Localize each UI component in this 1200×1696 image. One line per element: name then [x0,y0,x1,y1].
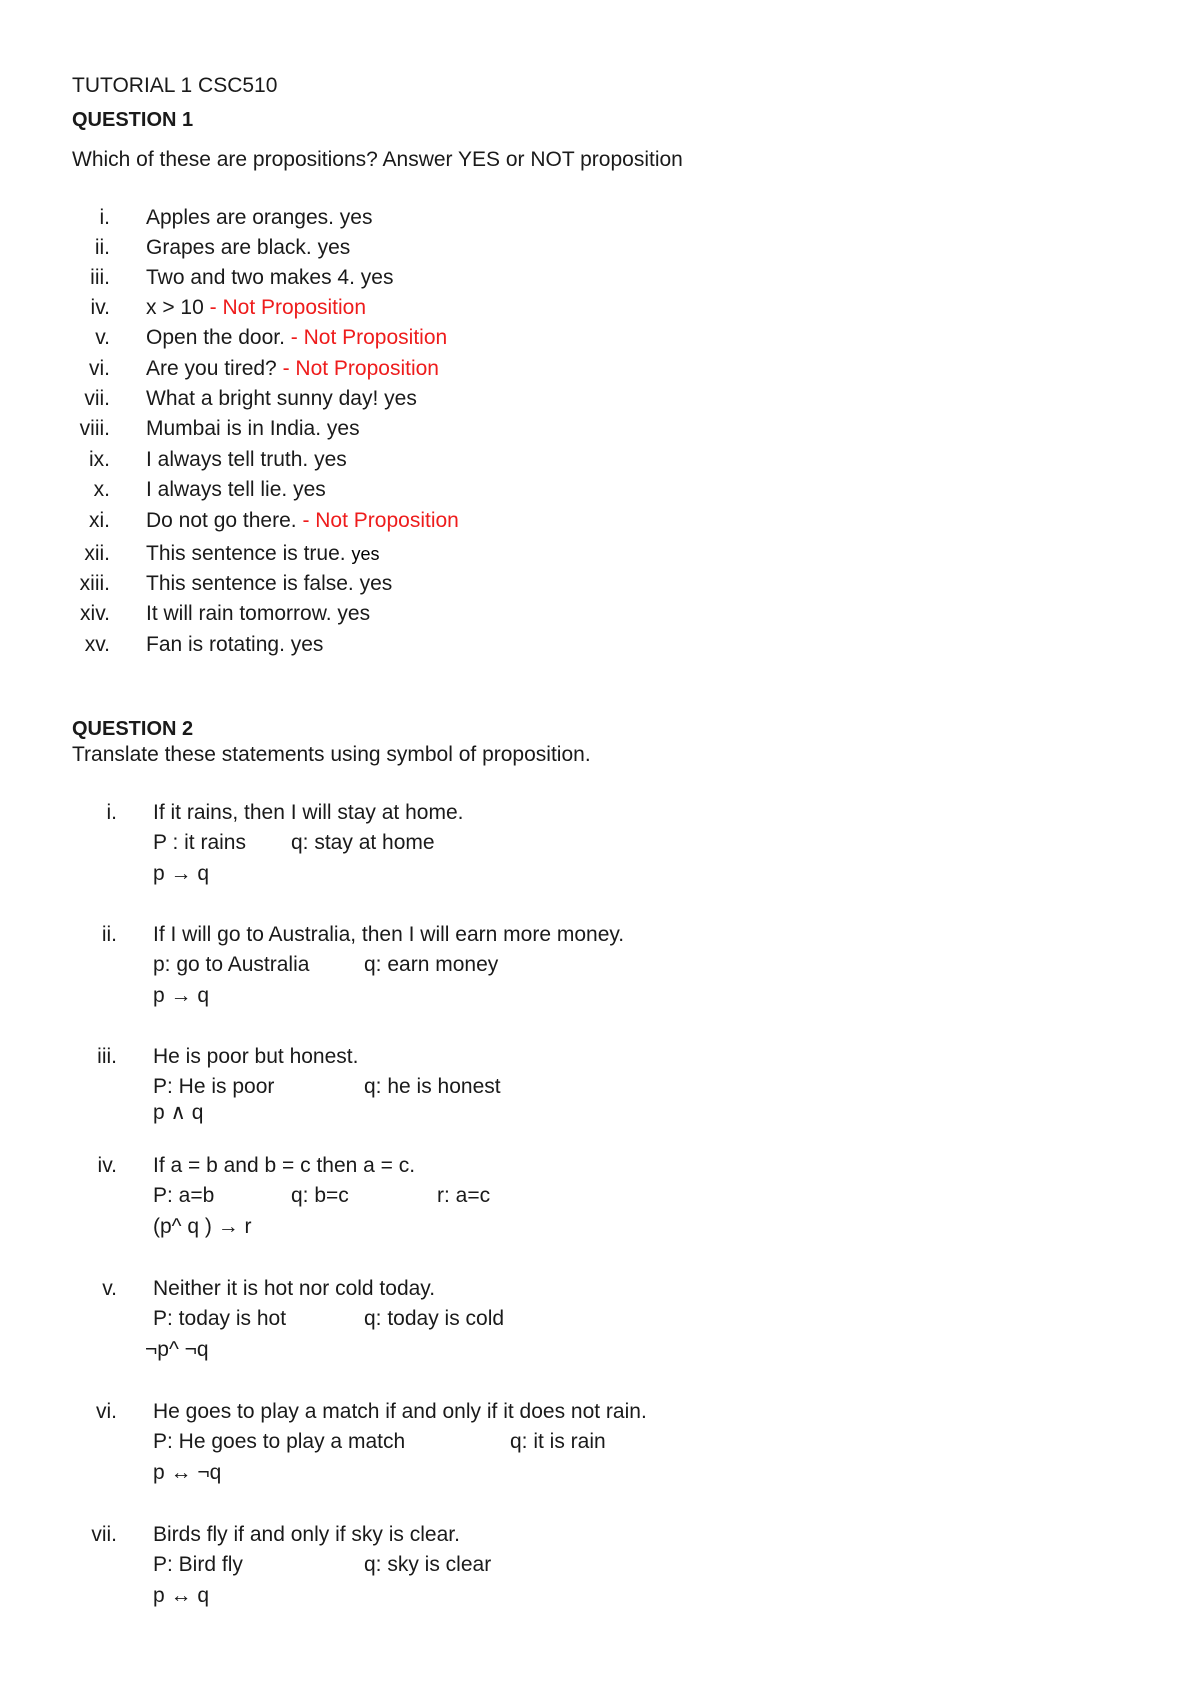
question-1-prompt: Which of these are propositions? Answer YES or NOT proposition [72,148,683,171]
variable-definition: p: go to Australia [153,953,310,976]
answer-text: yes [326,417,360,440]
statement-text: Do not go there. [146,509,303,532]
item-statement [146,354,439,384]
q1-list-item [0,506,1200,536]
q1-list-item [0,203,1200,233]
statement-text: What a bright sunny day! [146,387,385,410]
q1-list-item [0,569,1200,599]
formula-text: p ↔ ¬q [153,1461,222,1484]
statement-text: Are you tired? [146,357,283,380]
answer-text: - Not Proposition [290,326,448,349]
item-statement [146,506,459,536]
item-numeral: ii. [94,236,110,259]
formula-text: p → q [153,984,210,1007]
variable-definition: P: He is poor [153,1075,275,1098]
item-numeral: vii. [91,1523,117,1546]
item-numeral: x. [93,478,110,501]
item-numeral: xii. [84,542,110,565]
item-statement [146,384,417,414]
q1-list-item [0,475,1200,505]
item-statement: If a = b and b = c then a = c. [153,1154,416,1177]
q1-list-item [0,539,1200,569]
item-numeral: vi. [96,1400,117,1423]
item-statement [146,293,366,323]
item-statement [146,414,360,444]
item-statement: Neither it is hot nor cold today. [153,1277,436,1300]
item-numeral: xi. [89,509,110,532]
item-statement [146,630,323,660]
variable-definition: P : it rains [153,831,246,854]
document-title: TUTORIAL 1 CSC510 [72,74,278,97]
item-statement: He is poor but honest. [153,1045,359,1068]
statement-text: Apples are oranges. [146,206,340,229]
item-statement [146,475,326,505]
item-numeral: xiv. [80,602,110,625]
item-numeral: xv. [84,633,110,656]
q1-list-item [0,630,1200,660]
statement-text: I always tell lie. [146,478,294,501]
answer-text: yes [290,633,324,656]
item-statement [146,569,392,599]
q1-list-item [0,445,1200,475]
answer-text: yes [293,478,326,501]
answer-text: yes [384,387,417,410]
variable-definition: q: today is cold [364,1307,505,1330]
item-numeral: i. [106,801,117,824]
variable-definition: P: a=b [153,1184,215,1207]
item-numeral: i. [99,206,110,229]
item-numeral: xiii. [79,572,110,595]
statement-text: I always tell truth. [146,448,315,471]
question-2-prompt: Translate these statements using symbol of proposition. [72,743,591,766]
answer-text: yes [351,544,380,564]
variable-definition: q: earn money [364,953,499,976]
statement-text: Grapes are black. [146,236,318,259]
statement-text: It will rain tomorrow. [146,602,338,625]
item-statement [146,263,393,293]
answer-text: yes [317,236,351,259]
variable-definition: q: b=c [291,1184,349,1207]
item-statement [146,233,350,263]
item-statement [146,323,447,353]
answer-text: - Not Proposition [282,357,439,380]
item-statement [146,599,370,629]
variable-definition: q: he is honest [364,1075,501,1098]
item-numeral: iv. [90,296,110,319]
formula-text: p → q [153,862,210,885]
statement-text: Fan is rotating. [146,633,291,656]
q1-list-item [0,233,1200,263]
item-numeral: iii. [97,1045,117,1068]
item-numeral: ii. [101,923,117,946]
formula-text: p ↔ q [153,1584,210,1607]
item-numeral: vii. [84,387,110,410]
question-1-heading: QUESTION 1 [72,109,194,131]
item-statement [146,203,372,233]
item-numeral: vi. [89,357,110,380]
statement-text: Mumbai is in India. [146,417,327,440]
q1-list-item [0,293,1200,323]
statement-text: Open the door. [146,326,291,349]
q1-list-item [0,354,1200,384]
answer-text: yes [360,266,394,289]
item-statement: He goes to play a match if and only if it does not rain. [153,1400,647,1423]
item-numeral: v. [102,1277,117,1300]
variable-definition: P: He goes to play a match [153,1430,406,1453]
statement-text: x > 10 [146,296,210,319]
item-numeral: iii. [90,266,110,289]
statement-text: Two and two makes 4. [146,266,361,289]
variable-definition: r: a=c [437,1184,491,1207]
variable-definition: P: today is hot [153,1307,287,1330]
item-statement [146,445,347,475]
q1-list-item [0,323,1200,353]
item-statement: Birds fly if and only if sky is clear. [153,1523,460,1546]
q1-list-item [0,414,1200,444]
q1-list-item [0,599,1200,629]
answer-text: yes [359,572,393,595]
question-2-heading: QUESTION 2 [72,718,194,740]
answer-text: - Not Proposition [209,296,367,319]
variable-definition: q: sky is clear [364,1553,492,1576]
answer-text: - Not Proposition [302,509,459,532]
answer-text: yes [314,448,347,471]
statement-text: This sentence is false. [146,572,360,595]
q1-list-item [0,263,1200,293]
item-statement [146,539,379,569]
formula-text: p ∧ q [153,1101,204,1124]
formula-text: (p^ q ) → r [153,1215,252,1238]
answer-text: yes [339,206,373,229]
formula-text: ¬p^ ¬q [145,1338,209,1361]
item-numeral: iv. [97,1154,117,1177]
item-numeral: ix. [89,448,110,471]
item-numeral: v. [95,326,110,349]
variable-definition: P: Bird fly [153,1553,243,1576]
item-numeral: viii. [79,417,110,440]
q1-list-item [0,384,1200,414]
item-statement: If I will go to Australia, then I will earn more money. [153,923,625,946]
variable-definition: q: stay at home [291,831,435,854]
statement-text: This sentence is true. [146,542,352,565]
item-statement: If it rains, then I will stay at home. [153,801,464,824]
variable-definition: q: it is rain [510,1430,606,1453]
answer-text: yes [337,602,371,625]
